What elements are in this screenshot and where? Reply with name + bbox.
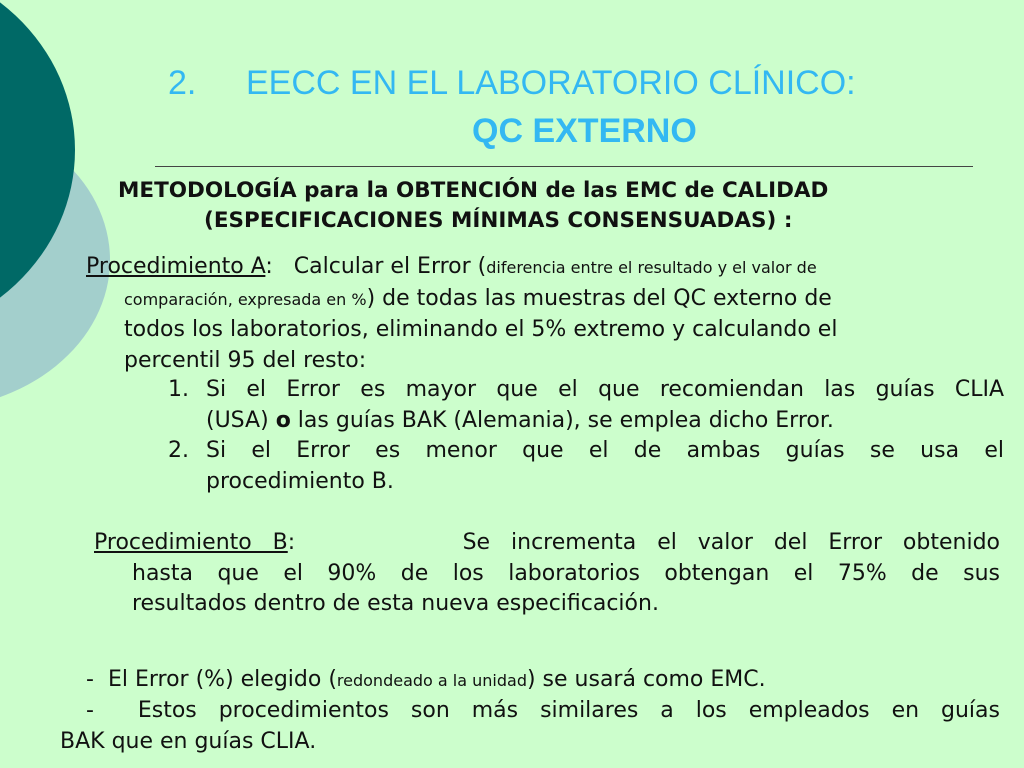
subtitle-line1: METODOLOGÍA para la OBTENCIÓN de las EMC de CALIDAD <box>118 178 829 203</box>
section-subtitle <box>118 176 978 236</box>
procedure-a-colon: : <box>265 254 273 279</box>
subtitle-line2: (ESPECIFICACIONES MÍNIMAS CONSENSUADAS) : <box>204 208 793 233</box>
list-item <box>168 375 1004 436</box>
bullet-1-text2: ) se usará como EMC. <box>526 667 766 692</box>
list-item-line2b: las guías BAK (Alemania), se emplea dicho Error. <box>290 407 834 433</box>
bullet-2 <box>60 696 1000 757</box>
bullet-2-line1: Estos procedimientos son más similares a los empleados en guías <box>137 698 1000 723</box>
procedure-b-colon: : <box>287 530 296 555</box>
bullet-2-line2: BAK que en guías CLIA. <box>60 728 317 754</box>
procedure-a-line4: percentil 95 del resto: <box>124 347 367 373</box>
title-divider <box>155 166 973 167</box>
list-item-number: 1. <box>168 377 189 402</box>
list-item-number: 2. <box>168 438 189 463</box>
bullet-1 <box>60 665 1000 697</box>
procedure-b-line3: resultados dentro de esta nueva especificación. <box>132 591 659 616</box>
title-text: EECC EN EL LABORATORIO CLÍNICO: <box>246 64 856 102</box>
bullet-2-dash: - <box>86 698 94 723</box>
list-item-line2a: (USA) <box>206 407 276 433</box>
list-item <box>168 436 1004 497</box>
procedure-a-small1: diferencia entre el resultado y el valor de <box>486 258 817 277</box>
procedure-a-label: Procedimiento A <box>86 254 266 279</box>
list-item-line1: Si el Error es menor que el de ambas guías se usa el <box>206 438 1004 463</box>
procedure-b-line1: Se incrementa el valor del Error obtenido <box>462 530 1000 555</box>
list-item-line1: Si el Error es mayor que el que recomiendan las guías CLIA <box>206 377 1004 402</box>
procedure-b-line2: hasta que el 90% de los laboratorios obtengan el 75% de sus <box>132 560 1000 586</box>
procedure-a-text1: Calcular el Error ( <box>293 254 487 279</box>
list-item-bold: o <box>275 407 291 433</box>
bullet-1-small: redondeado a la unidad <box>336 671 527 690</box>
bullet-1-text1: El Error (%) elegido ( <box>107 667 337 692</box>
list-item-line2: procedimiento B. <box>206 468 394 494</box>
procedure-b-paragraph <box>94 528 1000 620</box>
procedure-a-list <box>168 375 1004 497</box>
bullet-1-dash: - <box>86 667 94 692</box>
procedure-a-paragraph <box>86 252 1006 376</box>
procedure-b-label: Procedimiento B <box>94 530 288 555</box>
title-subtext: QC EXTERNO <box>472 112 697 150</box>
procedure-a-small2: comparación, expresada en % <box>124 289 367 309</box>
title-number: 2. <box>168 64 197 102</box>
procedure-a-text2: ) de todas las muestras del QC externo de <box>366 285 832 311</box>
procedure-a-line3: todos los laboratorios, eliminando el 5% extremo y calculando el <box>124 317 838 342</box>
